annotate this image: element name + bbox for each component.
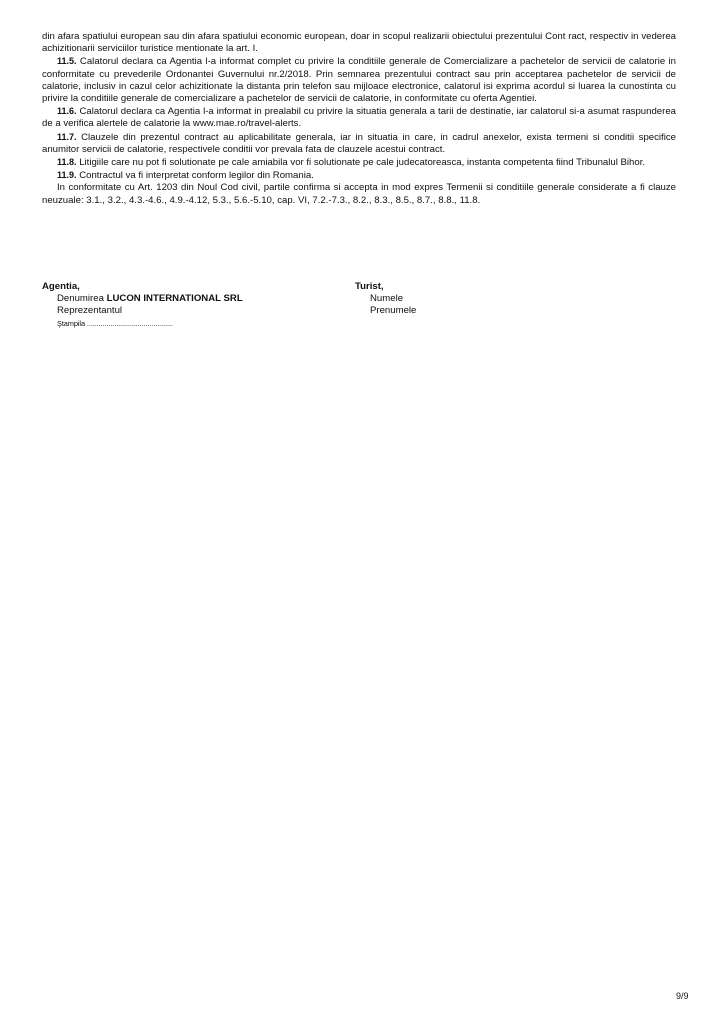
clause-11-5 — [42, 55, 676, 105]
continuation-paragraph: din afara spatiului european sau din afara spatiului economic european, doar in scopul realizarii obiectului prezentului Cont ract, respectiv in vederea achizitionarii serviciilor turistice mentionate la art. I. — [42, 31, 676, 55]
clause-text: Calatorul declara ca Agentia l-a informat complet cu privire la conditiile generale de Comercializare a pachetelor de servicii de calatorie in conformitate cu prevederile Ordonantei Guvernului nr.2/2018. Prin semnarea prezentului contract sau prin acceptarea pachetelor de servicii de calatorie, inclusiv in cazul celor achizitionate la distanta prin telefon sau mijloace electronice, calatorul isi exprima acordul si luarea la cunostinta cu privire la conditiile generale de comercializare a pachetelor de servicii de calatorie, in conformitate cu oferta Agentiei. — [42, 56, 677, 105]
agency-representative-label: Reprezentantul — [57, 305, 123, 317]
clause-11-6 — [42, 105, 676, 130]
clause-11-9 — [42, 169, 676, 182]
agency-name-label: Denumirea — [57, 293, 104, 305]
clause-text: Calatorul declara ca Agentia l-a informat in prealabil cu privire la situatia generala a tarii de destinatie, iar calatorul si-a asumat raspunderea de a verifica alertele de calatorie la www.mae.ro/travel-alerts. — [42, 106, 676, 130]
tourist-signature-block — [355, 281, 555, 318]
tourist-first-name-label: Prenumele — [370, 305, 417, 317]
clause-number: 11.7. — [57, 131, 77, 142]
clause-11-8 — [42, 156, 676, 169]
clause-11-7 — [42, 131, 676, 156]
agency-signature-block — [42, 281, 322, 329]
clause-number: 11.6. — [57, 106, 77, 117]
final-paragraph: In conformitate cu Art. 1203 din Noul Cod civil, partile confirma si accepta in mod expres Termenii si conditiile generale considerate a fi clauze neuzuale: 3.1., 3.2., 4.3.-4.6., 4.9.-4.12, 5.3., 5.6.-5.10, cap. VI, 7.2.-7.3., 8.2., 8.3., 8.5., 8.7., 8.8., 11.8. — [42, 182, 676, 206]
clause-text: Litigiile care nu pot fi solutionate pe cale amiabila vor fi solutionate pe cale judecatoreasca, instanta competenta fiind Tribunalul Bihor. — [79, 157, 646, 169]
clause-number: 11.5. — [57, 56, 77, 67]
agency-heading: Agentia, — [42, 281, 80, 292]
clause-text: Clauzele din prezentul contract au aplicabilitate generala, iar in situatia in care, in cadrul anexelor, exista termeni si conditii specifice anumitor servicii de calatorie, respectivele conditii vor prevala fata de clauzele acestui contract. — [42, 131, 676, 155]
agency-name-value: LUCON INTERNATIONAL SRL — [106, 293, 243, 305]
contract-body — [42, 31, 676, 207]
clause-number: 11.9. — [57, 170, 77, 181]
clause-text: Contractul va fi interpretat conform legilor din Romania. — [79, 170, 314, 182]
page-number: 9/9 — [676, 991, 689, 1001]
clause-number: 11.8. — [57, 157, 77, 168]
tourist-last-name-label: Numele — [370, 293, 404, 305]
agency-name-line — [42, 293, 322, 305]
agency-stamp-line: Ştampila ............................................ — [57, 318, 173, 328]
tourist-heading: Turist, — [355, 281, 384, 292]
